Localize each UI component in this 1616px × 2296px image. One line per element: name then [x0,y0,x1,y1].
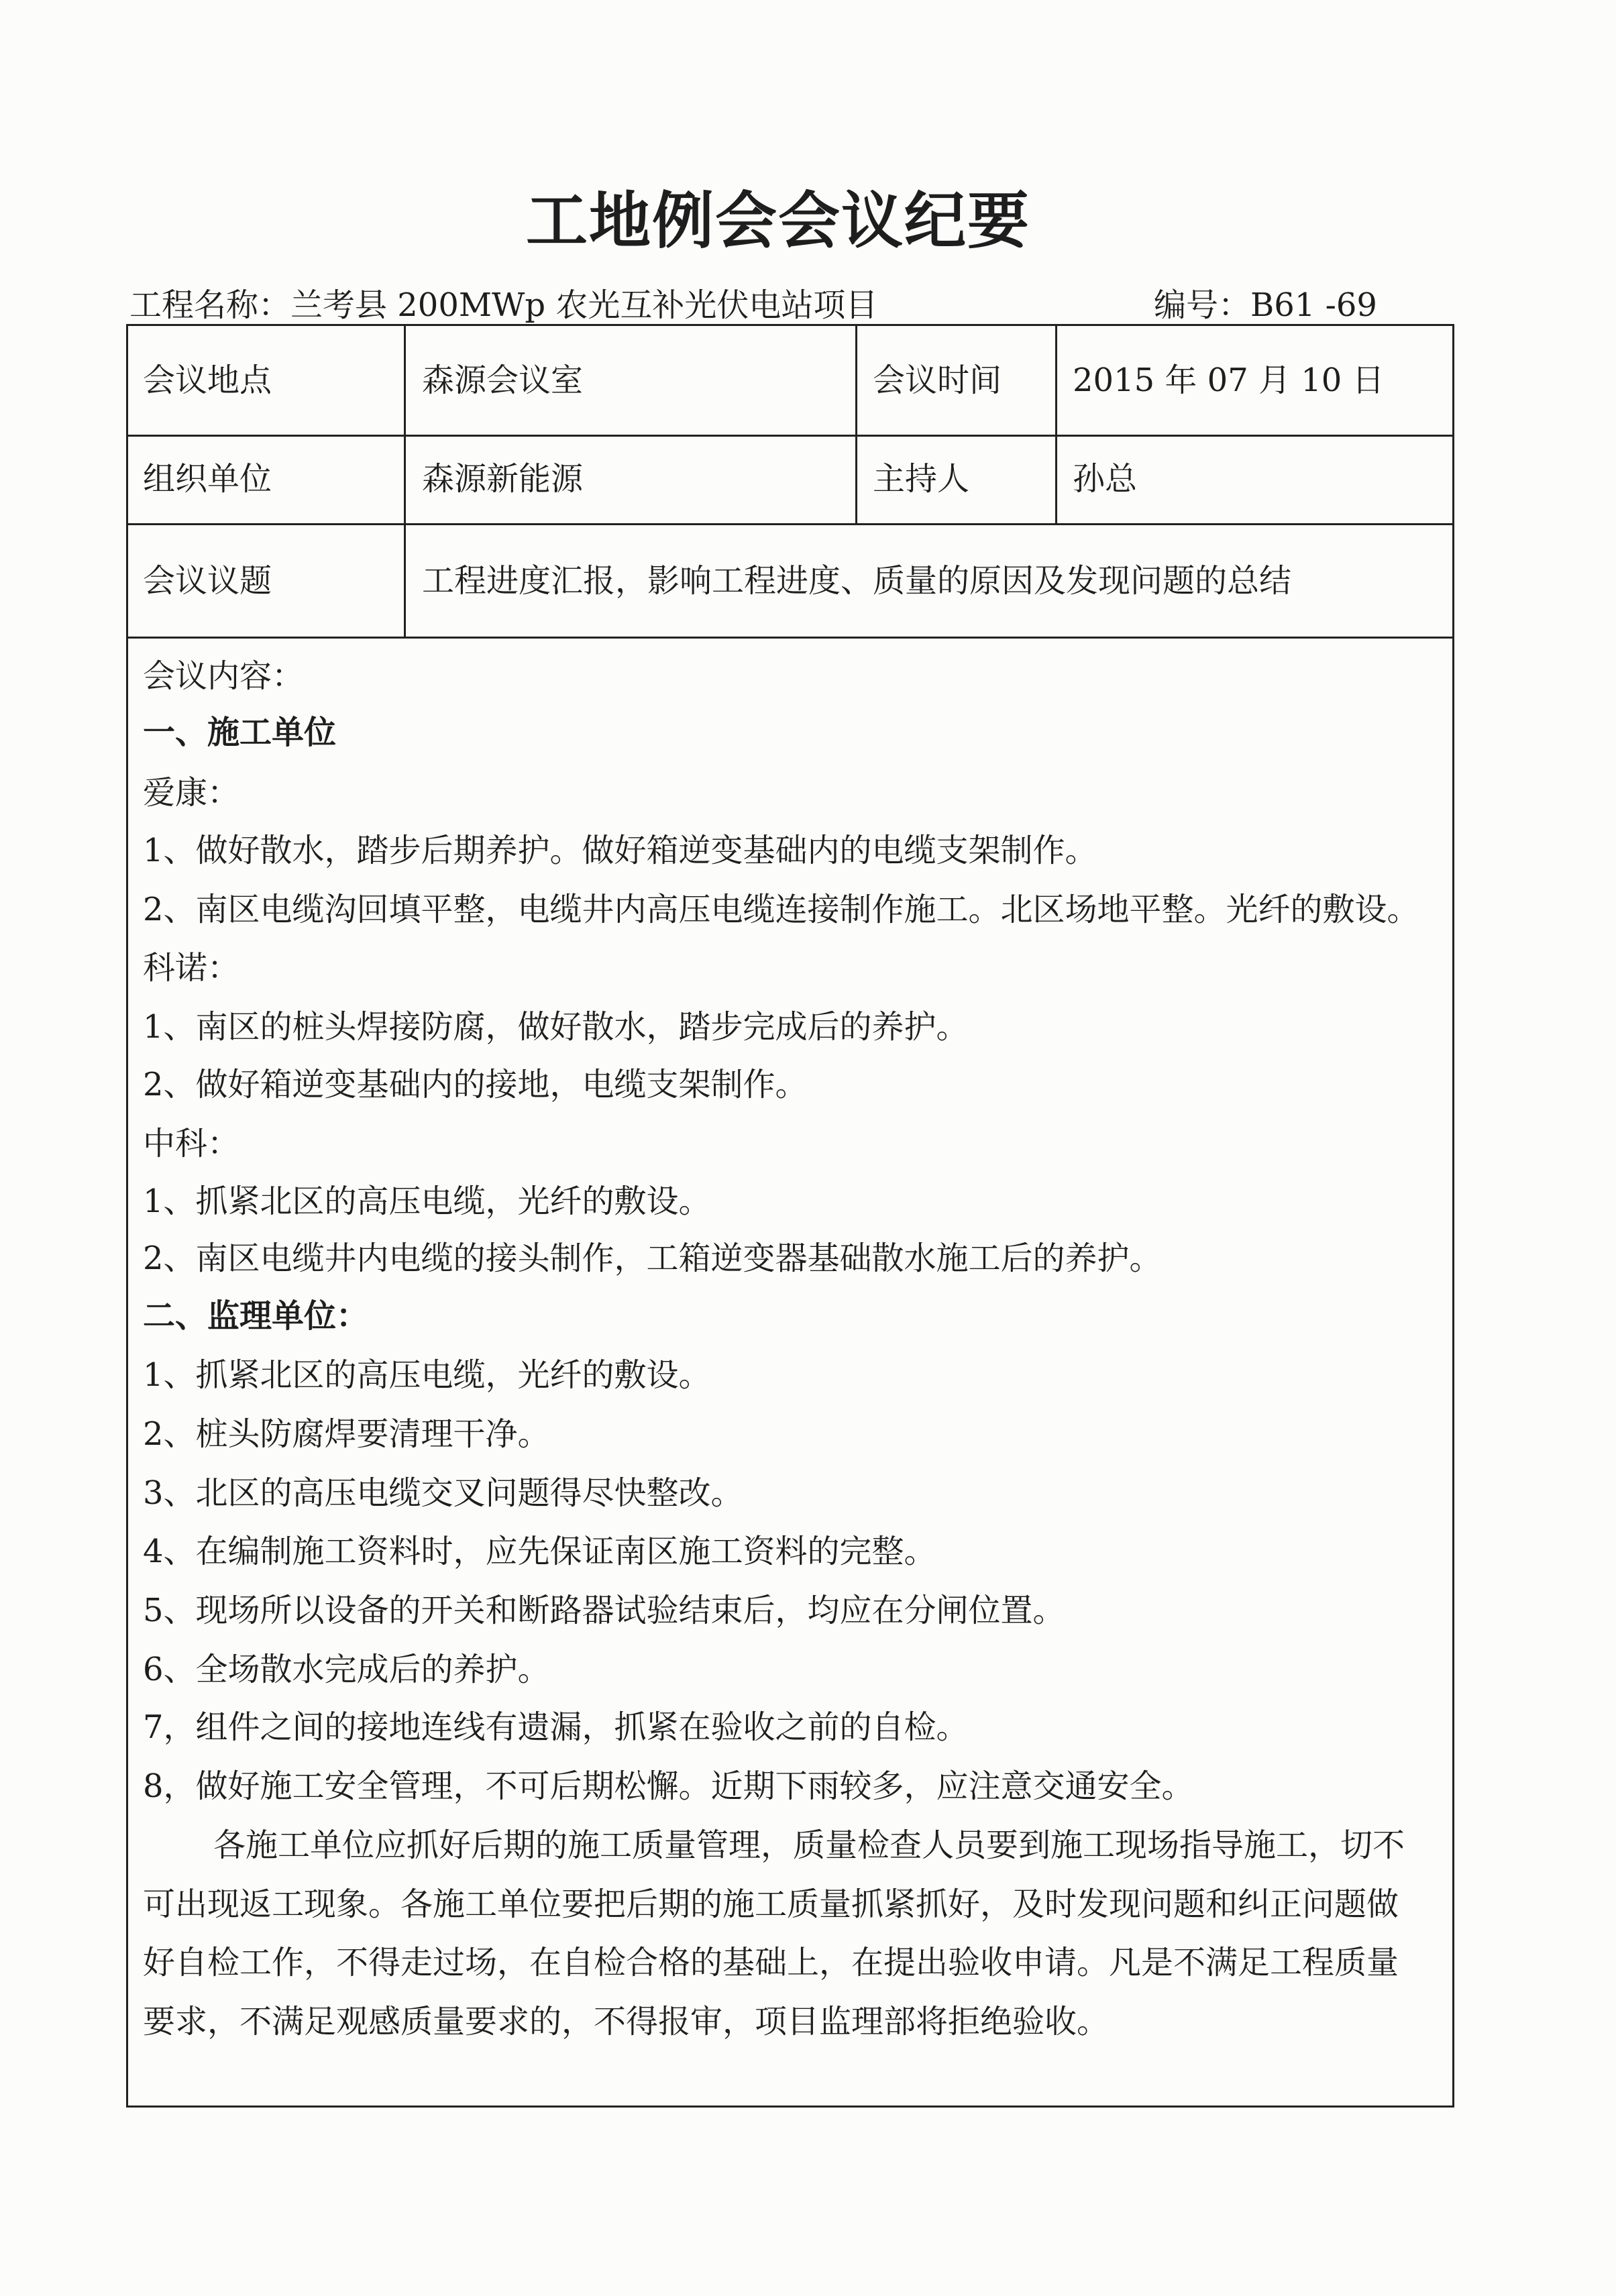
meeting-location-label: 会议地点 [143,362,272,399]
content-heading: 会议内容： [143,657,305,695]
list-item: 1、抓紧北区的高压电缆，光纤的敷设。 [143,1183,711,1220]
table-row-divider [128,435,1452,437]
topic-value: 工程进度汇报，影响工程进度、质量的原因及发现问题的总结 [422,562,1292,600]
topic-label: 会议议题 [143,562,272,600]
contractor-name: 科诺： [143,949,240,987]
meeting-location-value: 森源会议室 [422,362,584,399]
meeting-time-label: 会议时间 [873,362,1002,399]
list-item: 8，做好施工安全管理，不可后期松懈。近期下雨较多，应注意交通安全。 [143,1767,1194,1805]
list-item: 4、在编制施工资料时，应先保证南区施工资料的完整。 [143,1533,936,1570]
contractor-name: 中科： [143,1125,240,1162]
meeting-time-value: 2015 年 07 月 10 日 [1073,362,1385,399]
section-heading-contractors: 一、施工单位 [143,714,337,751]
host-label: 主持人 [873,460,970,498]
summary-paragraph-line: 各施工单位应抓好后期的施工质量管理，质量检查人员要到施工现场指导施工，切不 [213,1826,1405,1864]
contractor-name: 爱康： [143,774,240,812]
host-value: 孙总 [1073,460,1138,498]
document-number: 编号：B61 -69 [1154,286,1377,324]
document-title: 工地例会会议纪要 [525,185,1030,257]
list-item: 2、南区电缆井内电缆的接头制作，工箱逆变器基础散水施工后的养护。 [143,1240,1162,1277]
list-item: 7，组件之间的接地连线有遗漏，抓紧在验收之前的自检。 [143,1708,969,1746]
table-row-divider [128,523,1452,525]
table-column-divider [1055,326,1057,525]
table-column-divider [404,326,406,639]
organizer-value: 森源新能源 [422,460,584,498]
list-item: 2、南区电缆沟回填平整，电缆井内高压电缆连接制作施工。北区场地平整。光纤的敷设。 [143,891,1419,928]
summary-paragraph-line: 可出现返工现象。各施工单位要把后期的施工质量抓紧抓好，及时发现问题和纠正问题做 [143,1885,1399,1923]
list-item: 5、现场所以设备的开关和断路器试验结束后，均应在分闸位置。 [143,1592,1065,1629]
table-row-divider [128,637,1452,639]
summary-paragraph-line: 好自检工作，不得走过场，在自检合格的基础上，在提出验收申请。凡是不满足工程质量 [143,1944,1399,1981]
project-name: 工程名称：兰考县 200MWp 农光互补光伏电站项目 [129,286,878,324]
summary-paragraph-line: 要求，不满足观感质量要求的，不得报审，项目监理部将拒绝验收。 [143,2003,1110,2040]
list-item: 1、做好散水，踏步后期养护。做好箱逆变基础内的电缆支架制作。 [143,832,1097,869]
organizer-label: 组织单位 [143,460,272,498]
list-item: 6、全场散水完成后的养护。 [143,1651,550,1688]
list-item: 3、北区的高压电缆交叉问题得尽快整改。 [143,1474,743,1512]
list-item: 1、南区的桩头焊接防腐，做好散水，踏步完成后的养护。 [143,1008,969,1046]
list-item: 2、做好箱逆变基础内的接地，电缆支架制作。 [143,1066,808,1103]
table-column-divider [855,326,857,525]
list-item: 1、抓紧北区的高压电缆，光纤的敷设。 [143,1356,711,1394]
list-item: 2、桩头防腐焊要清理干净。 [143,1415,550,1453]
section-heading-supervision: 二、监理单位： [143,1297,369,1335]
